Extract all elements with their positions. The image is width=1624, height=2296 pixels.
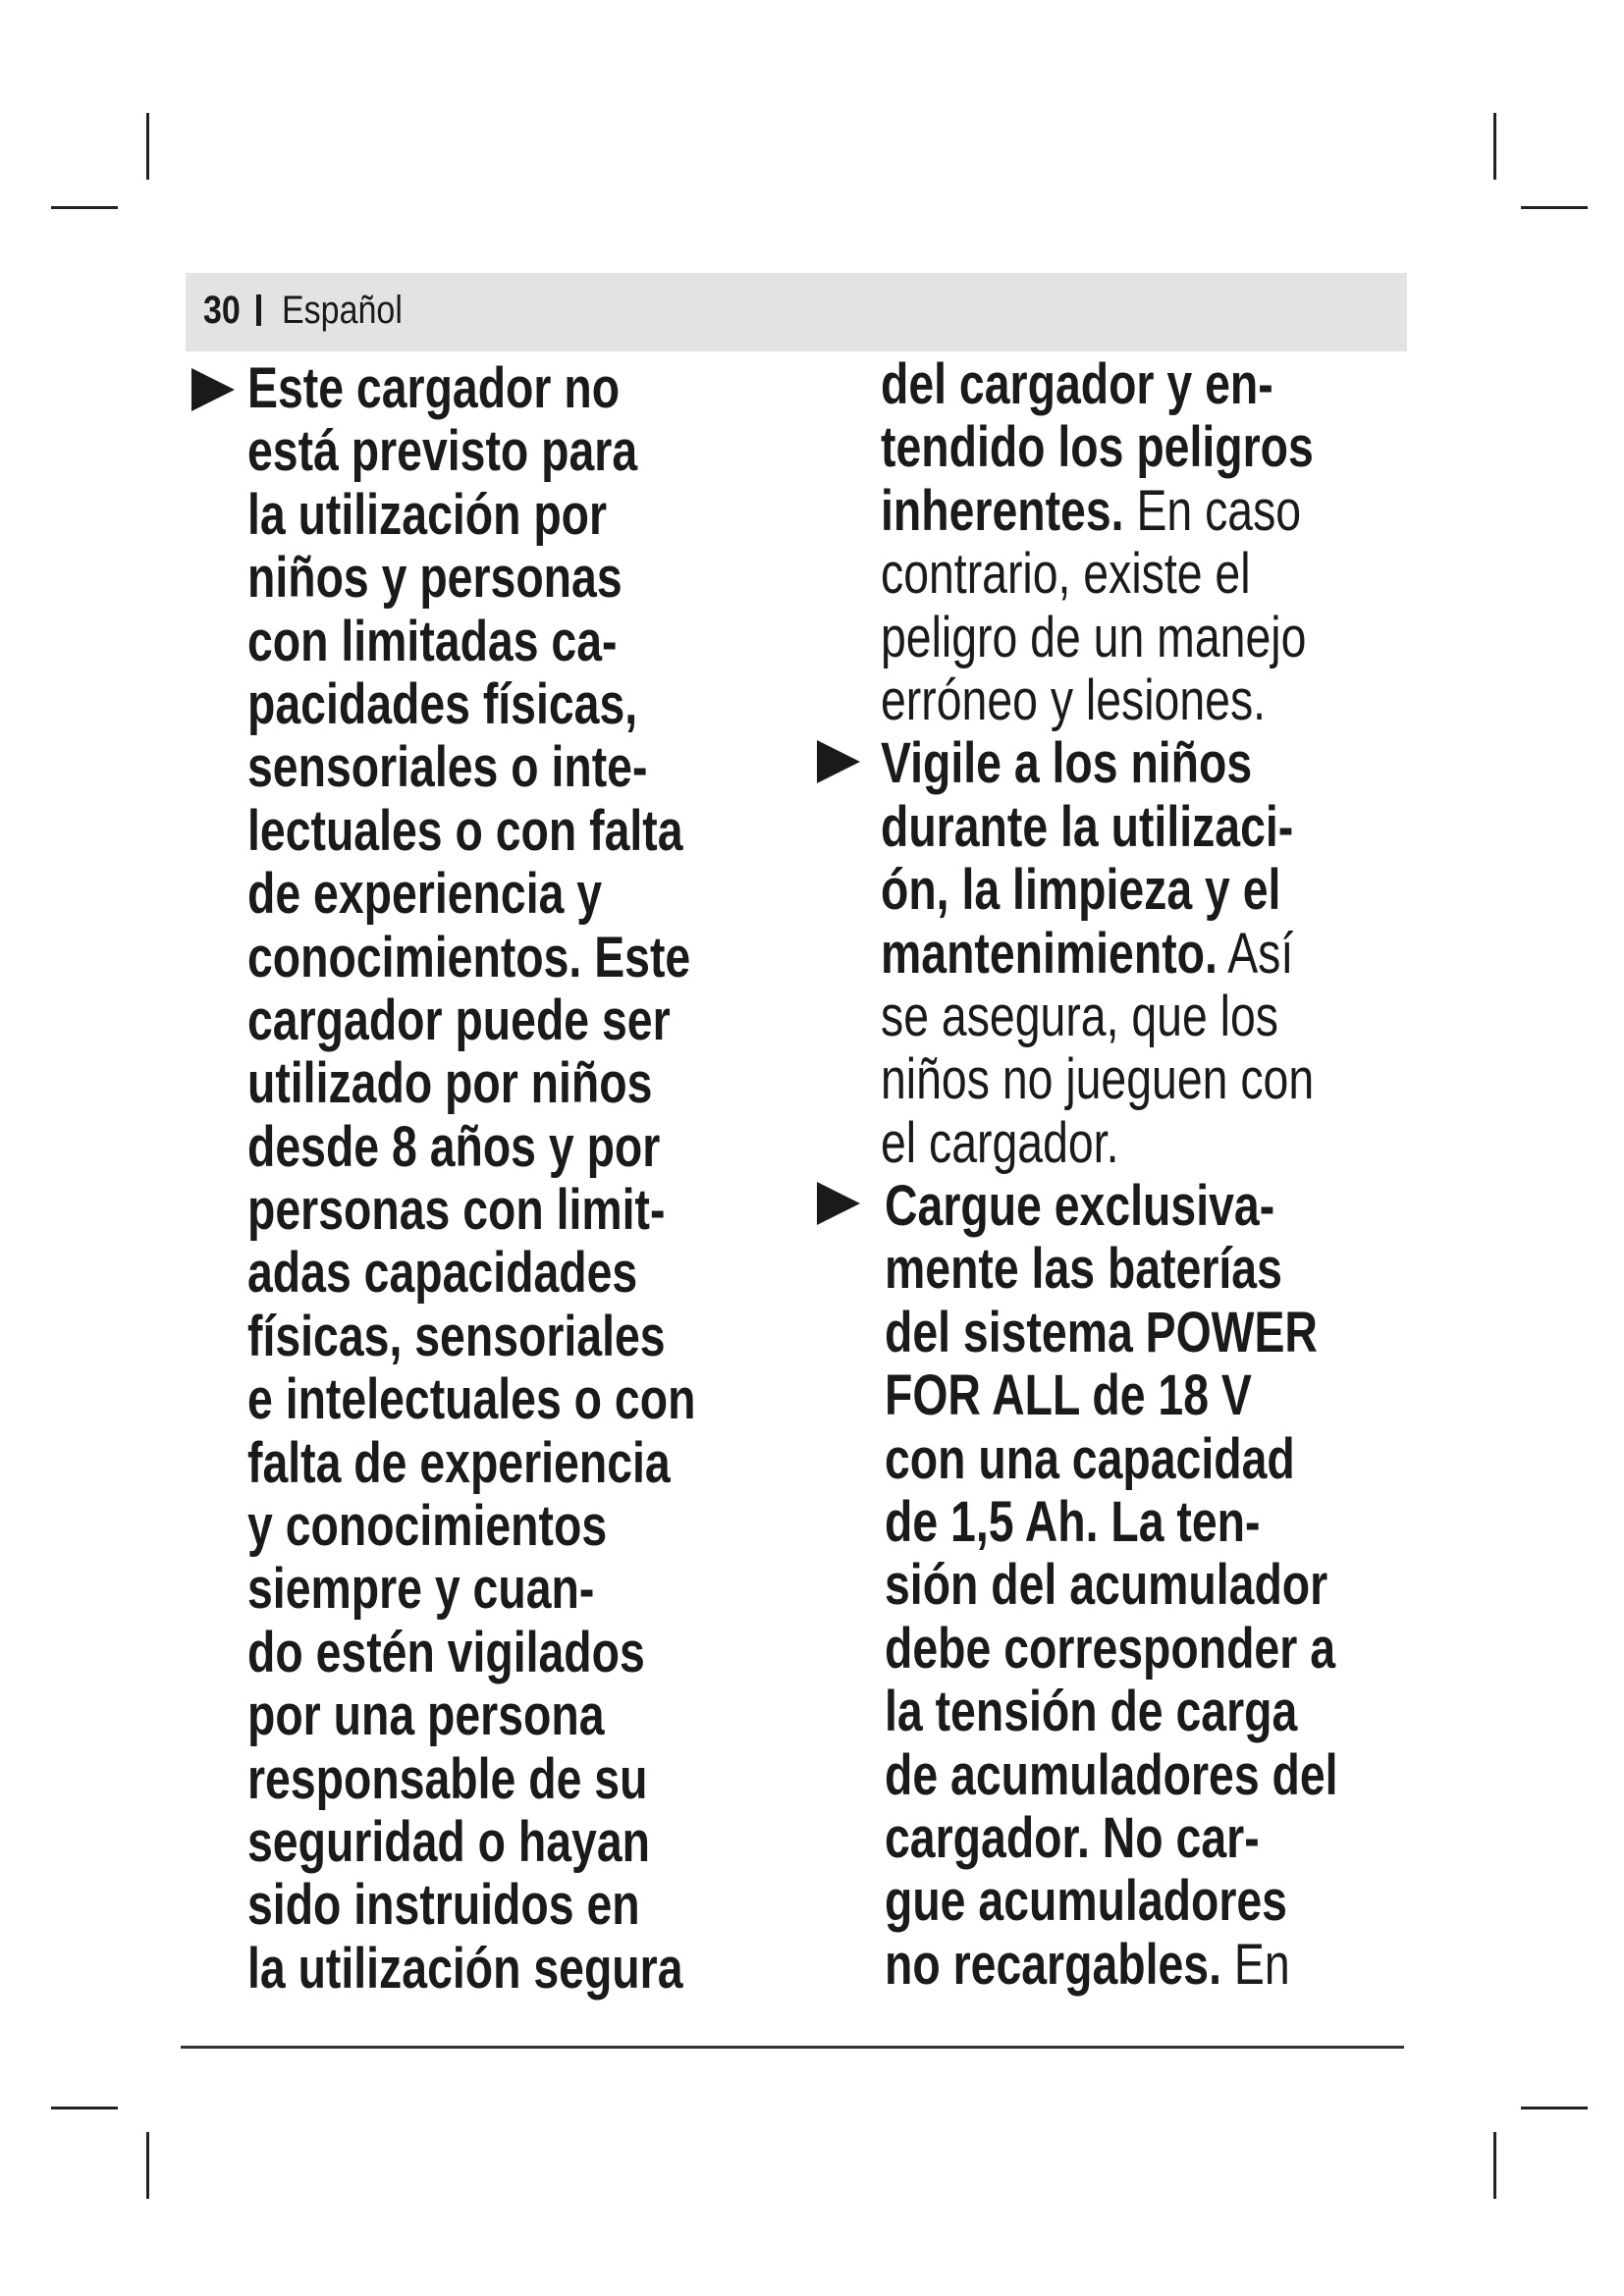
body-text: En (1221, 1932, 1290, 1997)
crop-mark-top-right-v (1493, 113, 1496, 180)
bold-text: del cargador y en- (881, 352, 1273, 416)
right-column-line (881, 669, 1337, 732)
right-column-line (885, 1618, 1338, 1681)
body-text: Así (1217, 921, 1294, 986)
crop-mark-top-left-h (51, 206, 118, 209)
bold-text: sido instruidos en (247, 1873, 640, 1938)
bold-text: con una capacidad (885, 1426, 1295, 1491)
left-column-line (247, 1748, 695, 1811)
right-column-line (885, 1934, 1338, 1997)
body-text: erróneo y lesiones. (881, 667, 1267, 732)
page-number: 30 (203, 289, 241, 332)
bold-text: y conocimientos (247, 1494, 608, 1559)
crop-mark-bottom-left-v (146, 2132, 149, 2199)
bold-text: de 1,5 Ah. La ten- (885, 1490, 1261, 1555)
left-column-line (247, 484, 695, 547)
bold-text: del sistema POWER (885, 1300, 1318, 1364)
bold-text: desde 8 años y por (247, 1114, 661, 1179)
body-text: el cargador. (881, 1110, 1119, 1175)
left-column-line (247, 1432, 695, 1495)
bold-text: de experiencia y (247, 862, 603, 927)
crop-mark-bottom-right-h (1521, 2107, 1588, 2109)
left-column-line (247, 989, 695, 1052)
footer-rule (181, 2046, 1404, 2049)
bold-text: gue acumuladores (885, 1869, 1287, 1934)
left-column-line (247, 1558, 695, 1621)
bold-text: la utilización por (247, 482, 608, 547)
left-column-line (247, 1811, 695, 1874)
right-column-line (881, 416, 1337, 479)
right-column (881, 353, 1451, 1997)
right-column-line (885, 1870, 1338, 1933)
bold-text: de acumuladores del (885, 1742, 1338, 1807)
bold-text: personas con limit- (247, 1178, 666, 1243)
crop-mark-top-right-h (1521, 206, 1588, 209)
left-column-line (247, 1306, 695, 1368)
bold-text: no recargables. (885, 1932, 1221, 1997)
left-column-line (247, 1052, 695, 1115)
left-column-line (247, 1622, 695, 1684)
left-column-line (247, 1938, 695, 2001)
left-column-line (247, 863, 695, 926)
header-separator (256, 294, 261, 326)
bold-text: físicas, sensoriales (247, 1304, 666, 1368)
left-column-line (247, 1368, 695, 1431)
bold-text: debe corresponder a (885, 1616, 1335, 1681)
body-text: se asegura, que los (881, 984, 1278, 1048)
right-column-line (885, 1807, 1338, 1870)
bold-text: con limitadas ca- (247, 609, 618, 673)
right-column-line (881, 986, 1337, 1048)
right-column-line (885, 1364, 1338, 1427)
left-column-line (247, 673, 695, 736)
right-column-line (881, 480, 1337, 543)
bullet-triangle-icon (817, 740, 860, 783)
left-column-line (247, 800, 695, 863)
body-text: contrario, existe el (881, 542, 1251, 607)
bold-text: Este cargador no (247, 356, 621, 420)
bold-text: durante la utilizaci- (881, 794, 1294, 859)
bold-text: responsable de su (247, 1746, 648, 1811)
right-column-line (885, 1681, 1338, 1743)
bold-text: inherentes. (881, 478, 1124, 543)
left-column-line (247, 1179, 695, 1242)
left-column-line (247, 420, 695, 483)
right-column-line (881, 1048, 1337, 1111)
bold-text: FOR ALL de 18 V (885, 1363, 1252, 1428)
bold-text: utilizado por niños (247, 1051, 653, 1116)
left-column-line (247, 1495, 695, 1558)
left-column-line (247, 357, 695, 420)
bold-text: tendido los peligros (881, 415, 1314, 480)
bold-text: por una persona (247, 1683, 605, 1748)
right-column-line (881, 353, 1337, 416)
right-column-line (885, 1491, 1338, 1554)
bold-text: mantenimiento. (881, 921, 1218, 986)
right-column-line (885, 1238, 1338, 1301)
left-column-line (247, 1116, 695, 1179)
bold-text: niños y personas (247, 546, 623, 611)
left-column-line (247, 1874, 695, 1937)
bold-text: sión del acumulador (885, 1553, 1328, 1618)
right-column-line (885, 1175, 1338, 1238)
bold-text: do estén vigilados (247, 1620, 645, 1684)
bold-text: la tensión de carga (885, 1680, 1298, 1744)
bold-text: sensoriales o inte- (247, 735, 648, 800)
page-header (186, 273, 1407, 351)
right-column-line (885, 1302, 1338, 1364)
body-text: En caso (1123, 478, 1302, 543)
right-column-line (881, 607, 1337, 669)
bold-text: mente las baterías (885, 1237, 1282, 1302)
left-column (247, 357, 808, 2001)
bold-text: la utilización segura (247, 1936, 683, 2001)
left-column-line (247, 547, 695, 610)
left-column-line (247, 927, 695, 989)
right-column-line (881, 859, 1337, 922)
left-column-line (247, 1684, 695, 1747)
left-column-line (247, 736, 695, 799)
right-column-line (881, 732, 1337, 795)
bold-text: adas capacidades (247, 1241, 638, 1306)
crop-mark-bottom-left-h (51, 2107, 118, 2109)
bold-text: cargador. No car- (885, 1805, 1260, 1870)
left-column-line (247, 611, 695, 673)
bold-text: pacidades físicas, (247, 671, 638, 736)
body-text: peligro de un manejo (881, 605, 1307, 669)
right-column-line (881, 543, 1337, 606)
bold-text: ón, la limpieza y el (881, 858, 1281, 923)
right-column-line (881, 796, 1337, 859)
bold-text: está previsto para (247, 419, 638, 484)
bullet-triangle-icon (817, 1182, 860, 1225)
crop-mark-bottom-right-v (1493, 2132, 1496, 2199)
bullet-triangle-icon (191, 368, 235, 411)
bold-text: Vigile a los niños (881, 731, 1253, 796)
left-column-line (247, 1242, 695, 1305)
right-column-line (881, 1112, 1337, 1175)
bold-text: seguridad o hayan (247, 1809, 650, 1874)
body-text: niños no jueguen con (881, 1047, 1315, 1112)
right-column-line (885, 1428, 1338, 1491)
right-column-line (885, 1744, 1338, 1807)
bold-text: siempre y cuan- (247, 1557, 595, 1622)
right-column-line (881, 923, 1337, 986)
crop-mark-top-left-v (146, 113, 149, 180)
bold-text: Cargue exclusiva- (885, 1174, 1275, 1239)
bold-text: conocimientos. Este (247, 925, 691, 989)
bold-text: lectuales o con falta (247, 798, 683, 863)
bold-text: falta de experiencia (247, 1430, 671, 1495)
bold-text: e intelectuales o con (247, 1367, 696, 1432)
section-title: Español (282, 289, 403, 332)
bold-text: cargador puede ser (247, 988, 671, 1052)
right-column-line (885, 1554, 1338, 1617)
